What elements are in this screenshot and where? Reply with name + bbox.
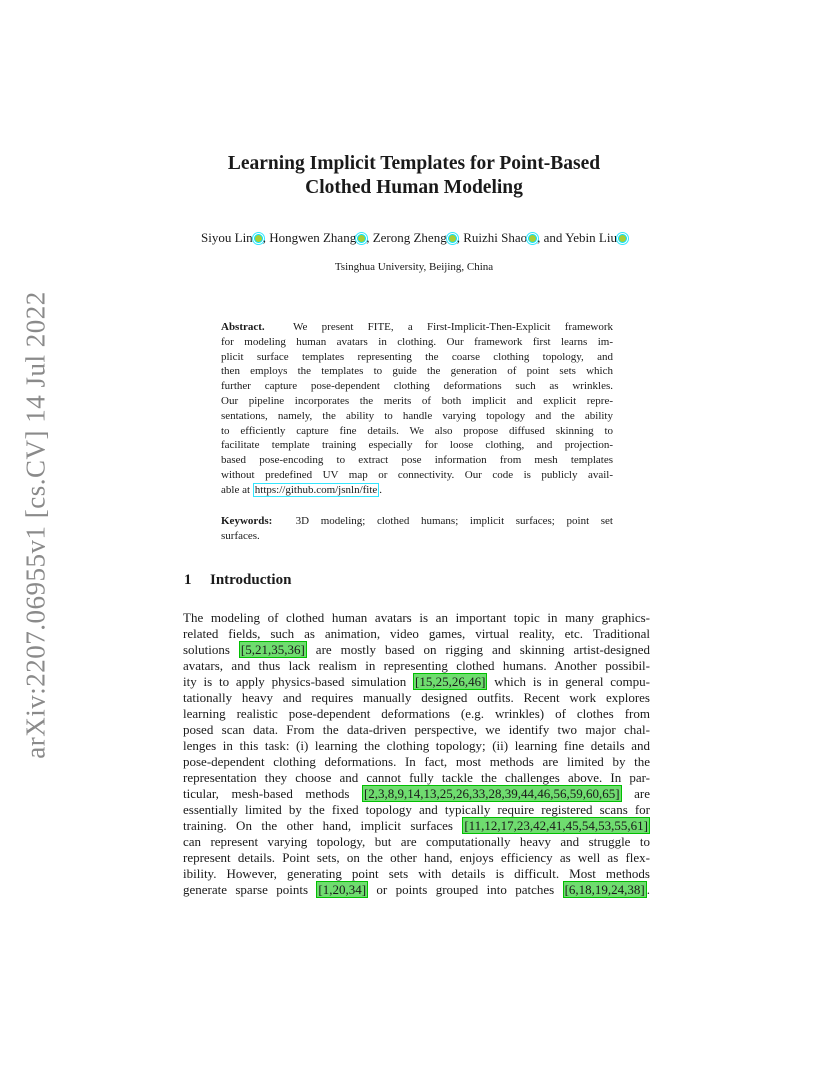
title-line-1: Learning Implicit Templates for Point-Based bbox=[227, 153, 601, 174]
author-name: Ruizhi Shao bbox=[463, 230, 528, 245]
abstract-line: further capture pose-dependent clothing deformations such as wrinkles. bbox=[221, 380, 613, 393]
citation-link[interactable]: [11,12,17,23,42,41,45,54,53,55,61] bbox=[464, 818, 648, 833]
abstract-line: Our pipeline incorporates the merits of both implicit and explicit repre- bbox=[221, 394, 613, 407]
citation-link[interactable]: [1,20,34] bbox=[318, 882, 367, 897]
keywords-label: Keywords: bbox=[221, 515, 273, 527]
author-name: Zerong Zheng bbox=[372, 230, 447, 245]
abstract-label: Abstract. bbox=[221, 321, 265, 333]
author-name: Hongwen Zhang bbox=[269, 230, 357, 245]
author-separator: , and bbox=[537, 230, 566, 245]
text-line: learning realistic pose-dependent deformations (e.g. wrinkles) of clothes from bbox=[183, 706, 650, 721]
abstract-line: without predefined UV map or connectivity. Our code is publicly avail- bbox=[221, 468, 613, 481]
abstract-line: sentations, namely, the ability to handle varying topology and the ability bbox=[221, 409, 613, 422]
citation-link[interactable]: [2,3,8,9,14,13,25,26,33,28,39,44,46,56,59,60,65] bbox=[363, 786, 620, 801]
text-line: posed scan data. From the data-driven perspective, we identify two major chal- bbox=[183, 722, 650, 737]
keywords-text: 3D modeling; clothed humans; implicit surfaces; point set bbox=[295, 515, 613, 527]
section-title: Introduction bbox=[210, 572, 292, 588]
keywords bbox=[221, 514, 613, 544]
author-name: Yebin Liu bbox=[565, 230, 617, 245]
section-heading bbox=[184, 572, 291, 589]
text-line: training. On the other hand, implicit surfaces [11,12,17,23,42,41,45,54,53,55,61] bbox=[183, 818, 648, 833]
paper-title bbox=[0, 152, 828, 200]
text-line: avatars, and thus lack realism in representing clothed humans. Another possibil- bbox=[183, 658, 650, 673]
text-line: essentially limited by the fixed topology and typically require registered scans for bbox=[183, 802, 650, 817]
orcid-icon[interactable] bbox=[528, 234, 537, 243]
text-line: solutions [5,21,35,36] are mostly based on rigging and skinning artist-designed bbox=[183, 642, 650, 657]
abstract-line: facilitate template training especially for loose clothing, and projection- bbox=[221, 439, 613, 452]
citation-link[interactable]: [5,21,35,36] bbox=[240, 642, 305, 657]
orcid-icon[interactable] bbox=[448, 234, 457, 243]
text-line: lenges in this task: (i) learning the clothing topology; (ii) learning fine details and bbox=[183, 738, 650, 753]
text-line: The modeling of clothed human avatars is an important topic in many graphics- bbox=[183, 610, 650, 625]
text-line: pose-dependent clothing deformations. In fact, most methods are limited by the bbox=[183, 754, 650, 769]
abstract-line: based pose-encoding to extract pose information from mesh templates bbox=[221, 454, 613, 467]
affiliation: Tsinghua University, Beijing, China bbox=[334, 261, 494, 273]
keywords-text: surfaces. bbox=[221, 529, 260, 542]
citation-link[interactable]: [15,25,26,46] bbox=[415, 674, 486, 689]
orcid-icon[interactable] bbox=[618, 234, 627, 243]
abstract: Abstract. We present FITE, a First-Implicit-Then-Explicit framework for modeling human avatars in clothing. Our framework first learns im- plicit surface templates representing the coarse clothing topology, and then employs the templates to guide the generation of point sets which further capture pose-dependent clothing deformations such as wrinkles. Our pipeline incorporates the merits of both implicit and explicit repre- sentations, namely, the ability to handle varying topology and the ability to efficiently capture fine details. We also propose diffused skinning to facilitate template training especially for loose clothing, and projection- based pose-encoding to extract pose information from mesh templates without predefined UV map or connectivity. Our code is publicly avail- able at https://github.com/jsnln/fite . bbox=[221, 321, 613, 496]
section-number: 1 bbox=[184, 572, 192, 588]
text-line: ticular, mesh-based methods [2,3,8,9,14,13,25,26,33,28,39,44,46,56,59,60,65] are bbox=[183, 786, 651, 801]
orcid-icon[interactable] bbox=[254, 234, 263, 243]
introduction-body bbox=[183, 610, 650, 898]
abstract-line: for modeling human avatars in clothing. Our framework first learns im- bbox=[221, 335, 613, 348]
citation-link[interactable]: [6,18,19,24,38] bbox=[564, 882, 645, 897]
text-line: tationally heavy and requires manually designed outfits. Recent work explores bbox=[183, 690, 650, 705]
abstract-line: to efficiently capture fine details. We also propose diffused skinning to bbox=[221, 424, 613, 437]
abstract-line: plicit surface templates representing the coarse clothing topology, and bbox=[221, 350, 613, 363]
author-list bbox=[0, 230, 828, 246]
abstract-line: We present FITE, a First-Implicit-Then-Explicit framework bbox=[293, 321, 613, 333]
text-line: generate sparse points [1,20,34] or points grouped into patches [6,18,19,24,38] . bbox=[183, 882, 650, 897]
title-line-2: Clothed Human Modeling bbox=[305, 177, 523, 198]
author-name: Siyou Lin bbox=[201, 230, 253, 245]
author-separator: , bbox=[366, 230, 373, 245]
arxiv-identifier-stamp: arXiv:2207.06955v1 [cs.CV] 14 Jul 2022 bbox=[20, 291, 51, 759]
text-line: represent details. Point sets, on the other hand, enjoys efficiency as well as flex- bbox=[183, 850, 650, 865]
text-line: related fields, such as animation, video games, virtual reality, etc. Traditional bbox=[183, 626, 650, 641]
author-separator: , bbox=[262, 230, 270, 245]
text-line: representation they choose and cannot fully tackle the challenges above. In par- bbox=[183, 770, 650, 785]
text-line: ity is to apply physics-based simulation [15,25,26,46] which is in general compu- bbox=[183, 674, 650, 689]
code-url-link[interactable]: https://github.com/jsnln/fite bbox=[254, 483, 378, 496]
abstract-line: then employs the templates to guide the generation of point sets which bbox=[221, 365, 613, 378]
text-line: can represent varying topology, but are computationally heavy and struggle to bbox=[183, 834, 650, 849]
orcid-icon[interactable] bbox=[357, 234, 366, 243]
text-line: ibility. However, generating point sets with details is difficult. Most methods bbox=[183, 866, 650, 881]
author-separator: , bbox=[456, 230, 464, 245]
